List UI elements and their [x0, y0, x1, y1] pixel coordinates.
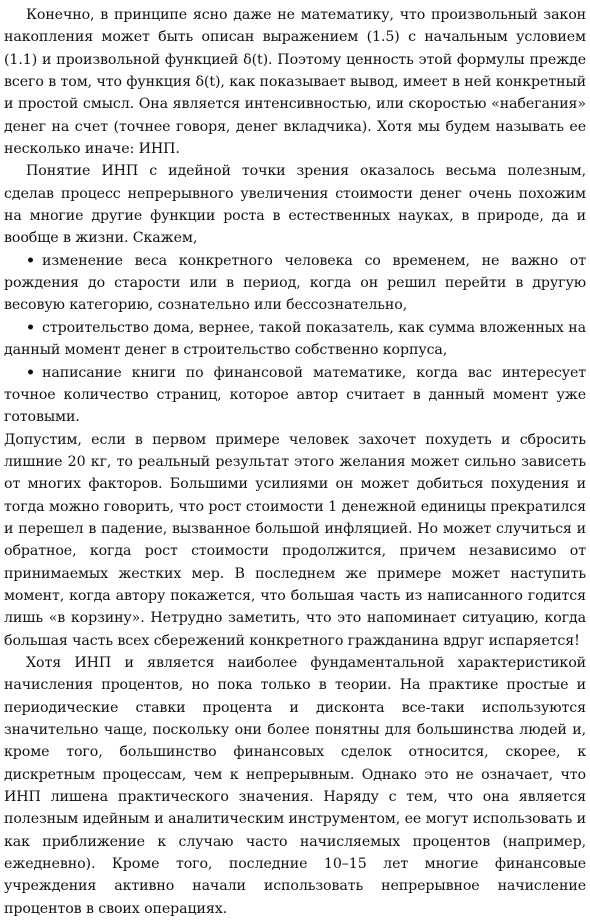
bullet-item-house [4, 317, 586, 362]
paragraph-intro: Конечно, в принципе ясно даже не математику, что произвольный закон накопления может быть описан выражением (1.5) с начальным условием (1.1) и произвольной функцией δ(t). Поэтому ценность этой формулы прежде всего в том, что функция δ(t), как показывает вывод, имеет в ней конкретный и простой смысл. Она является интенсивностью, или скоростью «набегания» денег на счет (точнее говоря, денег вкладчика). Хотя мы будем называть ее несколько иначе: ИНП. [4, 7, 586, 158]
bullet-item-book [4, 362, 586, 429]
page-text [4, 4, 586, 920]
bullet-text: строительство дома, вернее, такой показатель, как сумма вложенных на данный момент денег в строительство собственно корпуса, [4, 319, 586, 359]
bullet-item-weight [4, 250, 586, 317]
paragraph-example: Допустим, если в первом примере человек захочет похудеть и сбросить лишние 20 кг, то реальный результат этого желания может сильно зависеть от многих факторов. Большими усилиями он может добиться похудения и тогда можно говорить, что рост стоимости 1 денежной единицы прекратился и перешел в падение, вызванное большой инфляцией. Но может случиться и обратное, когда рост стоимости продолжится, причем независимо от принимаемых жестких мер. В последнем же примере может наступить момент, когда автору покажется, что большая часть из написанного годится лишь «в корзину». Нетрудно заметить, что это напоминает ситуацию, когда большая часть всех сбережений конкретного гражданина вдруг испаряется! [4, 431, 586, 649]
bullet-text: изменение веса конкретного человека со временем, не важно от рождения до старости или в период, когда он решил перейти в другую весовую категорию, сознательно или бессознательно, [4, 252, 586, 314]
bullet-text: написание книги по финансовой математике, когда вас интересует точное количество страниц, которое автор считает в данный момент уже готовыми. [4, 364, 586, 426]
paragraph-inp-concept: Понятие ИНП с идейной точки зрения оказалось весьма полезным, сделав процесс непрерывного увеличения стоимости денег очень похожим на многие другие функции роста в естественных науках, в природе, да и вообще в жизни. Скажем, [4, 163, 586, 247]
bullet-marker: • [26, 252, 35, 269]
paragraph-practice: Хотя ИНП и является наиболее фундаментальной характеристикой начисления процентов, но пока только в теории. На практике простые и периодические ставки процента и дисконта все-таки используются значительно чаще, поскольку они более понятны для большинства людей и, кроме того, большинство финансовых сделок относится, скорее, к дискретным процессам, чем к непрерывным. Однако это не означает, что ИНП лишена практического значения. Наряду с тем, что она является полезным идейным и аналитическим инструментом, ее могут использовать и как приближение к случаю часто начисляемых процентов (например, ежедневно). Кроме того, последние 10–15 лет многие финансовые учреждения активно начали использовать непрерывное начисление процентов в своих операциях. [4, 654, 586, 917]
bullet-marker: • [26, 319, 35, 336]
bullet-marker: • [26, 364, 35, 381]
